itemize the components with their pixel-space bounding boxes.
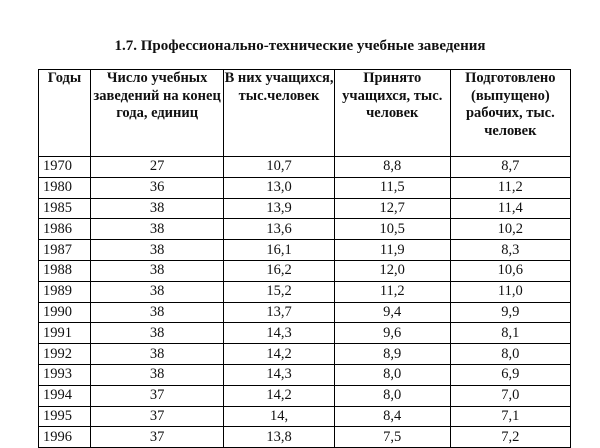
cell-institutions: 38 [91,323,224,344]
cell-graduated: 7,1 [450,406,570,427]
cell-students: 14, [224,406,335,427]
cell-accepted: 12,0 [334,260,450,281]
cell-year: 1985 [39,198,91,219]
cell-students: 14,3 [224,323,335,344]
table-row [39,364,571,385]
table-title: 1.7. Профессионально-технические учебные заведения [114,38,486,54]
cell-students: 13,0 [224,177,335,198]
cell-year: 1994 [39,385,91,406]
table-row [39,385,571,406]
table-body [39,157,571,448]
cell-accepted: 8,4 [334,406,450,427]
cell-graduated: 11,0 [450,281,570,302]
cell-accepted: 8,8 [334,157,450,178]
cell-institutions: 38 [91,240,224,261]
cell-accepted: 12,7 [334,198,450,219]
table-row [39,157,571,178]
table-row [39,406,571,427]
cell-institutions: 36 [91,177,224,198]
cell-graduated: 11,4 [450,198,570,219]
cell-year: 1995 [39,406,91,427]
table-row [39,240,571,261]
cell-graduated: 11,2 [450,177,570,198]
cell-graduated: 9,9 [450,302,570,323]
cell-students: 14,3 [224,364,335,385]
cell-graduated: 8,7 [450,157,570,178]
cell-institutions: 38 [91,198,224,219]
cell-graduated: 8,1 [450,323,570,344]
cell-institutions: 38 [91,344,224,365]
cell-year: 1990 [39,302,91,323]
cell-accepted: 7,5 [334,427,450,448]
cell-institutions: 38 [91,281,224,302]
table-row [39,177,571,198]
cell-year: 1987 [39,240,91,261]
cell-students: 10,7 [224,157,335,178]
table-row [39,219,571,240]
header-row [39,70,571,157]
cell-institutions: 37 [91,385,224,406]
cell-accepted: 10,5 [334,219,450,240]
cell-students: 14,2 [224,385,335,406]
table-row [39,302,571,323]
cell-students: 16,1 [224,240,335,261]
cell-accepted: 8,0 [334,364,450,385]
cell-accepted: 11,2 [334,281,450,302]
cell-students: 13,7 [224,302,335,323]
cell-accepted: 11,5 [334,177,450,198]
cell-graduated: 8,0 [450,344,570,365]
cell-accepted: 8,9 [334,344,450,365]
cell-year: 1986 [39,219,91,240]
cell-graduated: 6,9 [450,364,570,385]
column-header-institutions: Число учебных заведений на конец года, единиц [91,70,224,157]
cell-institutions: 37 [91,406,224,427]
cell-year: 1993 [39,364,91,385]
cell-graduated: 7,2 [450,427,570,448]
cell-accepted: 11,9 [334,240,450,261]
cell-students: 14,2 [224,344,335,365]
column-header-graduated: Подготовлено (выпущено) рабочих, тыс. человек [450,70,570,157]
cell-students: 15,2 [224,281,335,302]
cell-institutions: 38 [91,260,224,281]
cell-graduated: 8,3 [450,240,570,261]
cell-students: 13,8 [224,427,335,448]
cell-institutions: 37 [91,427,224,448]
cell-year: 1996 [39,427,91,448]
table-row [39,323,571,344]
table-row [39,260,571,281]
cell-graduated: 10,6 [450,260,570,281]
column-header-accepted: Принято учащихся, тыс. человек [334,70,450,157]
cell-graduated: 7,0 [450,385,570,406]
cell-students: 13,9 [224,198,335,219]
cell-year: 1991 [39,323,91,344]
cell-accepted: 9,6 [334,323,450,344]
cell-students: 16,2 [224,260,335,281]
data-table [38,69,571,448]
cell-year: 1980 [39,177,91,198]
cell-accepted: 8,0 [334,385,450,406]
table-row [39,427,571,448]
table-row [39,198,571,219]
cell-institutions: 38 [91,302,224,323]
cell-year: 1992 [39,344,91,365]
cell-year: 1988 [39,260,91,281]
cell-accepted: 9,4 [334,302,450,323]
cell-year: 1989 [39,281,91,302]
cell-institutions: 38 [91,364,224,385]
column-header-year: Годы [39,70,91,157]
table-row [39,281,571,302]
cell-graduated: 10,2 [450,219,570,240]
cell-students: 13,6 [224,219,335,240]
table-row [39,344,571,365]
cell-year: 1970 [39,157,91,178]
column-header-students: В них учащихся, тыс.человек [224,70,335,157]
cell-institutions: 38 [91,219,224,240]
cell-institutions: 27 [91,157,224,178]
